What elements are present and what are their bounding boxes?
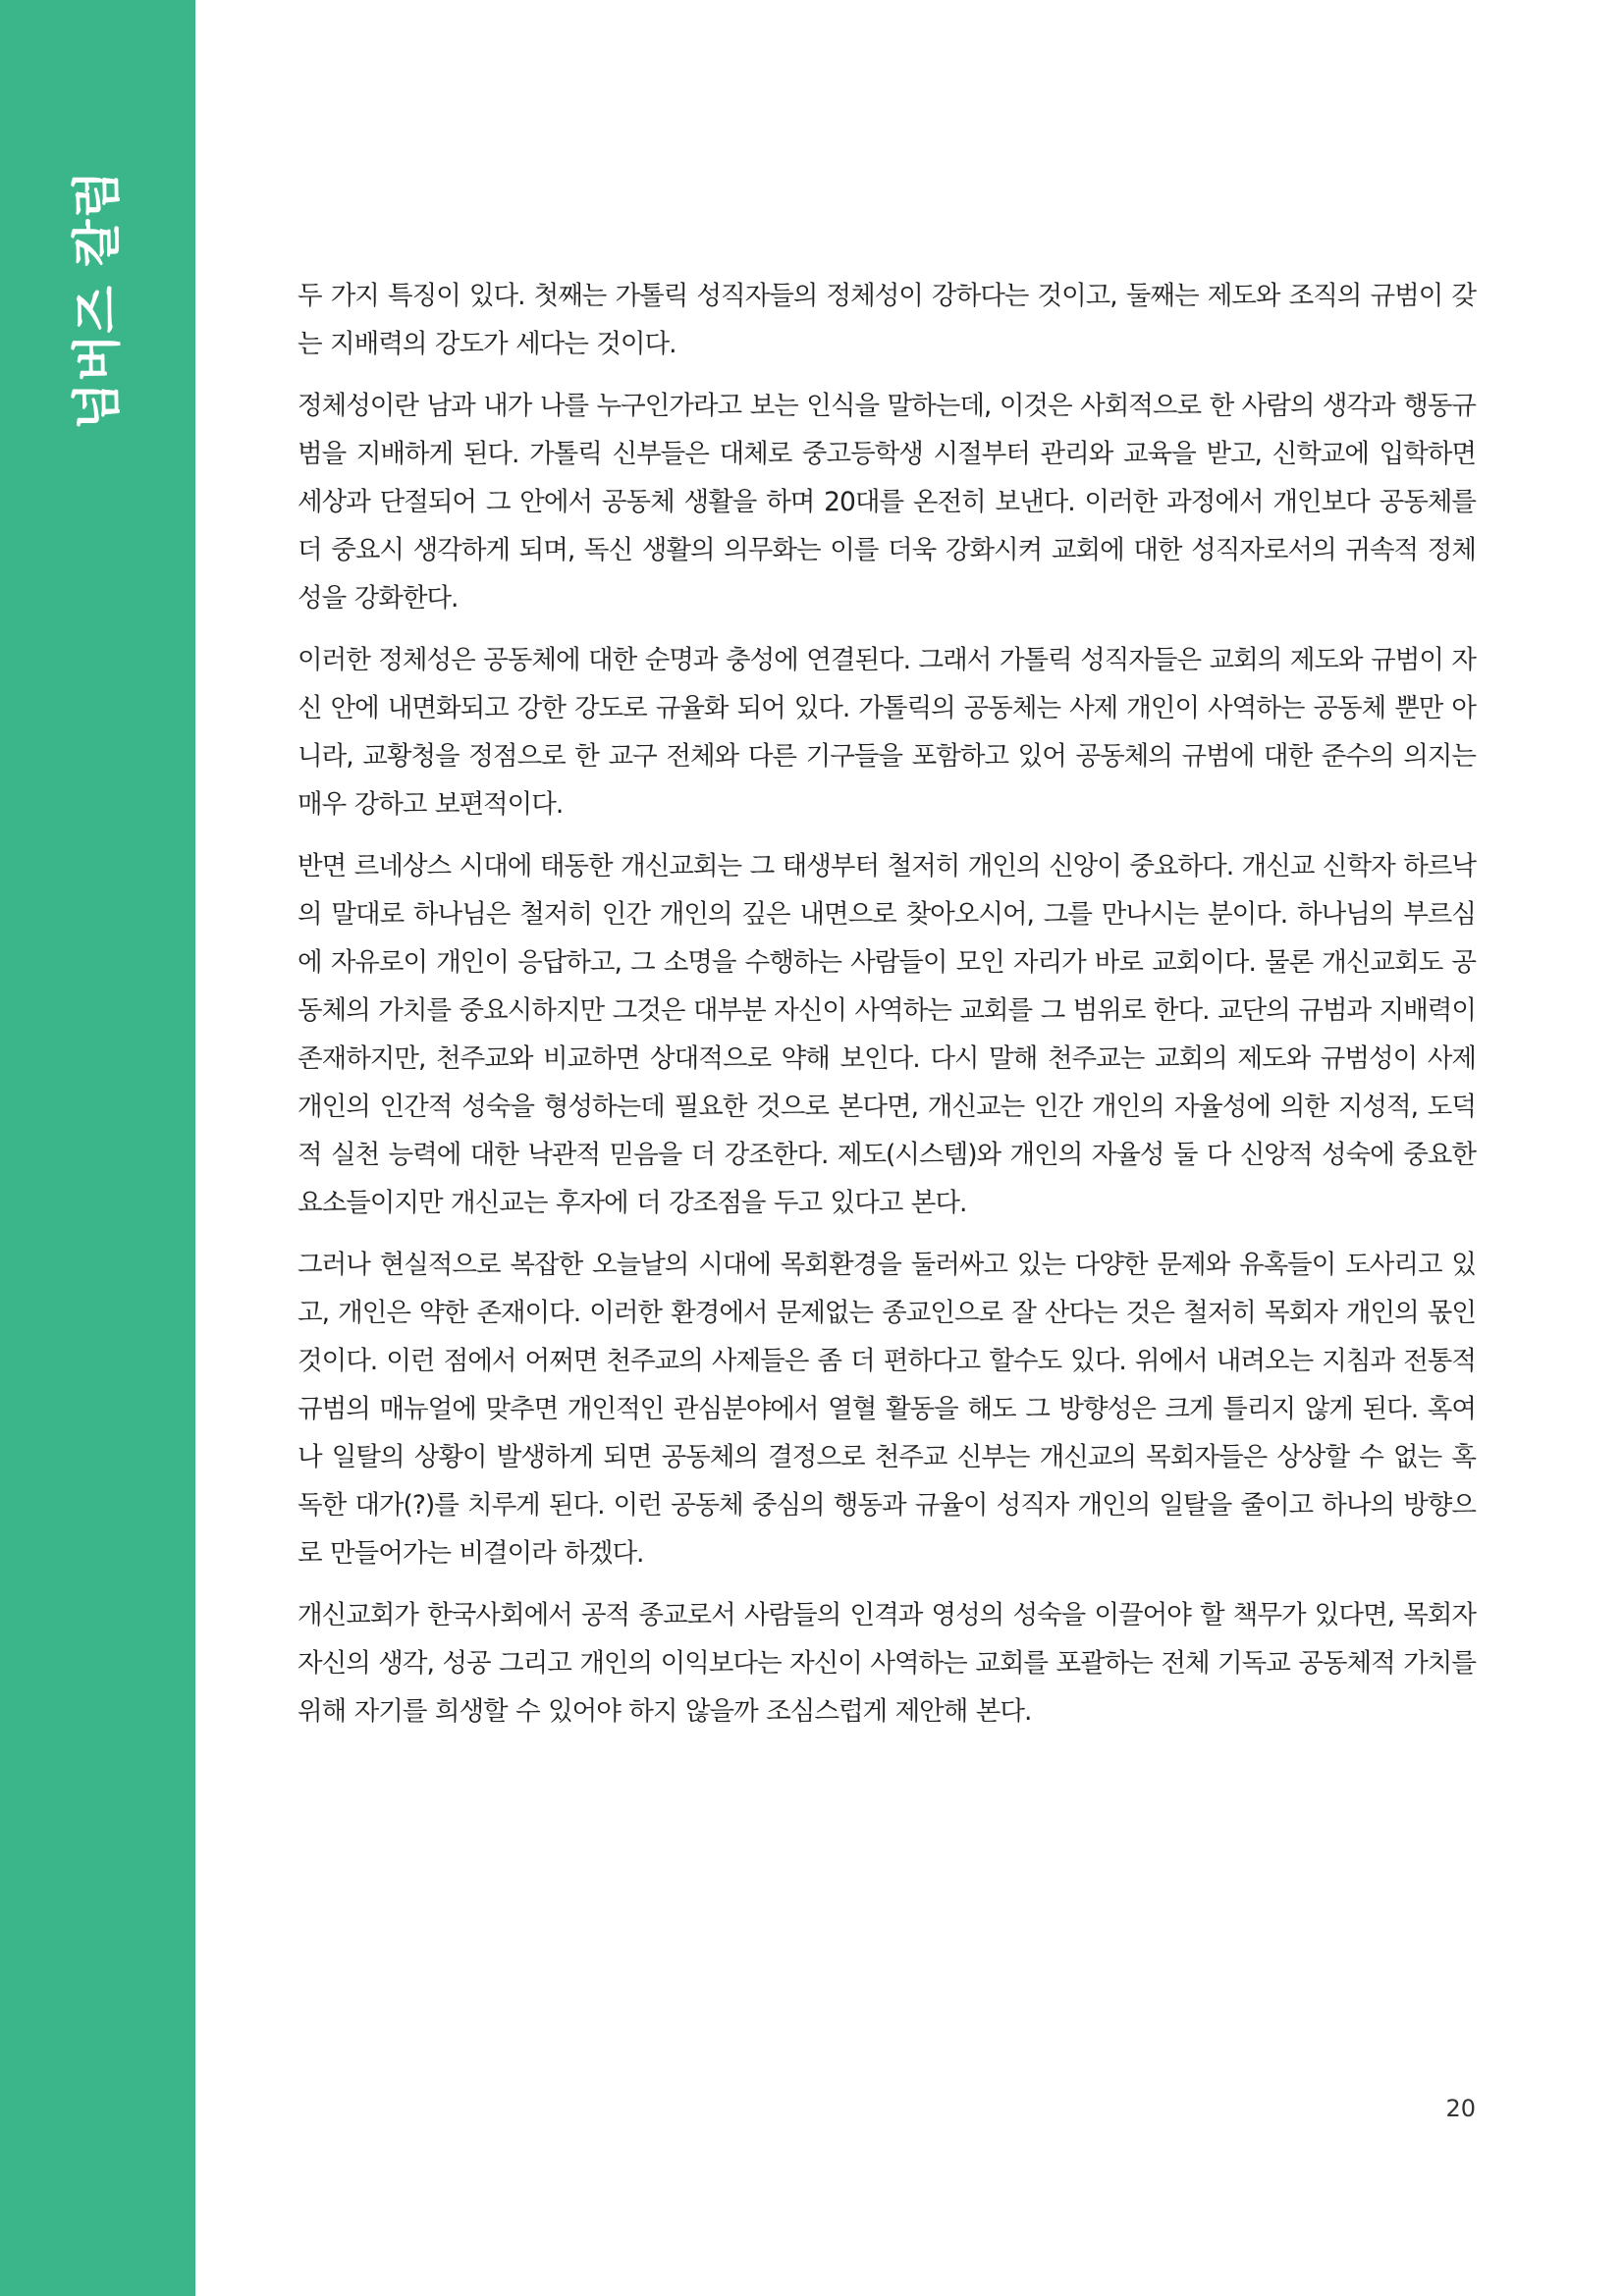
- paragraph-5: 그러나 현실적으로 복잡한 오늘날의 시대에 목회환경을 둘러싸고 있는 다양한 문제와 유혹들이 도사리고 있고, 개인은 약한 존재이다. 이러한 환경에서 문제없는 종교인으로 잘 산다는 것은 철저히 목회자 개인의 몫인 것이다. 이런 점에서 어쩌면 천주교의 사제들은 좀 더 편하다고 할수도 있다. 위에서 내려오는 지침과 전통적 규범의 매뉴얼에 맞추면 개인적인 관심분야에서 열혈 활동을 해도 그 방향성은 크게 틀리지 않게 된다. 혹여나 일탈의 상황이 발생하게 되면 공동체의 결정으로 천주교 신부는 개신교의 목회자들은 상상할 수 없는 혹독한 대가(?)를 치루게 된다. 이런 공동체 중심의 행동과 규율이 성직자 개인의 일탈을 줄이고 하나의 방향으로 만들어가는 비결이라 하겠다.: [298, 1250, 1476, 1569]
- paragraph-6: 개신교회가 한국사회에서 공적 종교로서 사람들의 인격과 영성의 성숙을 이끌어야 할 책무가 있다면, 목회자 자신의 생각, 성공 그리고 개인의 이익보다는 자신이 사역하는 교회를 포괄하는 전체 기독교 공동체적 가치를 위해 자기를 희생할 수 있어야 하지 않을까 조심스럽게 제안해 본다.: [298, 1600, 1476, 1727]
- paragraph-2: 정체성이란 남과 내가 나를 누구인가라고 보는 인식을 말하는데, 이것은 사회적으로 한 사람의 생각과 행동규범을 지배하게 된다. 가톨릭 신부들은 대체로 중고등학생 시절부터 관리와 교육을 받고, 신학교에 입학하면 세상과 단절되어 그 안에서 공동체 생활을 하며 20대를 온전히 보낸다. 이러한 과정에서 개인보다 공동체를 더 중요시 생각하게 되며, 독신 생활의 의무화는 이를 더욱 강화시켜 교회에 대한 성직자로서의 귀속적 정체성을 강화한다.: [298, 391, 1476, 614]
- paragraph-4: 반면 르네상스 시대에 태동한 개신교회는 그 태생부터 철저히 개인의 신앙이 중요하다. 개신교 신학자 하르낙의 말대로 하나님은 철저히 인간 개인의 깊은 내면으로 찾아오시어, 그를 만나시는 분이다. 하나님의 부르심에 자유로이 개인이 응답하고, 그 소명을 수행하는 사람들이 모인 자리가 바로 교회이다. 물론 개신교회도 공동체의 가치를 중요시하지만 그것은 대부분 자신이 사역하는 교회를 그 범위로 한다. 교단의 규범과 지배력이 존재하지만, 천주교와 비교하면 상대적으로 약해 보인다. 다시 말해 천주교는 교회의 제도와 규범성이 사제 개인의 인간적 성숙을 형성하는데 필요한 것으로 본다면, 개신교는 인간 개인의 자율성에 의한 지성적, 도덕적 실천 능력에 대한 낙관적 믿음을 더 강조한다. 제도(시스템)와 개인의 자율성 둘 다 신앙적 성숙에 중요한 요소들이지만 개신교는 후자에 더 강조점을 두고 있다고 본다.: [298, 851, 1476, 1218]
- page-number: 20: [1445, 2095, 1476, 2122]
- paragraph-3: 이러한 정체성은 공동체에 대한 순명과 충성에 연결된다. 그래서 가톨릭 성직자들은 교회의 제도와 규범이 자신 안에 내면화되고 강한 강도로 규율화 되어 있다. 가톨릭의 공동체는 사제 개인이 사역하는 공동체 뿐만 아니라, 교황청을 정점으로 한 교구 전체와 다른 기구들을 포함하고 있어 공동체의 규범에 대한 준수의 의지는 매우 강하고 보편적이다.: [298, 645, 1476, 820]
- article-body: [298, 272, 1476, 1749]
- section-title: 넘버즈 칼럼: [69, 170, 126, 431]
- paragraph-1: 두 가지 특징이 있다. 첫째는 가톨릭 성직자들의 정체성이 강하다는 것이고, 둘째는 제도와 조직의 규범이 갖는 지배력의 강도가 세다는 것이다.: [298, 281, 1476, 359]
